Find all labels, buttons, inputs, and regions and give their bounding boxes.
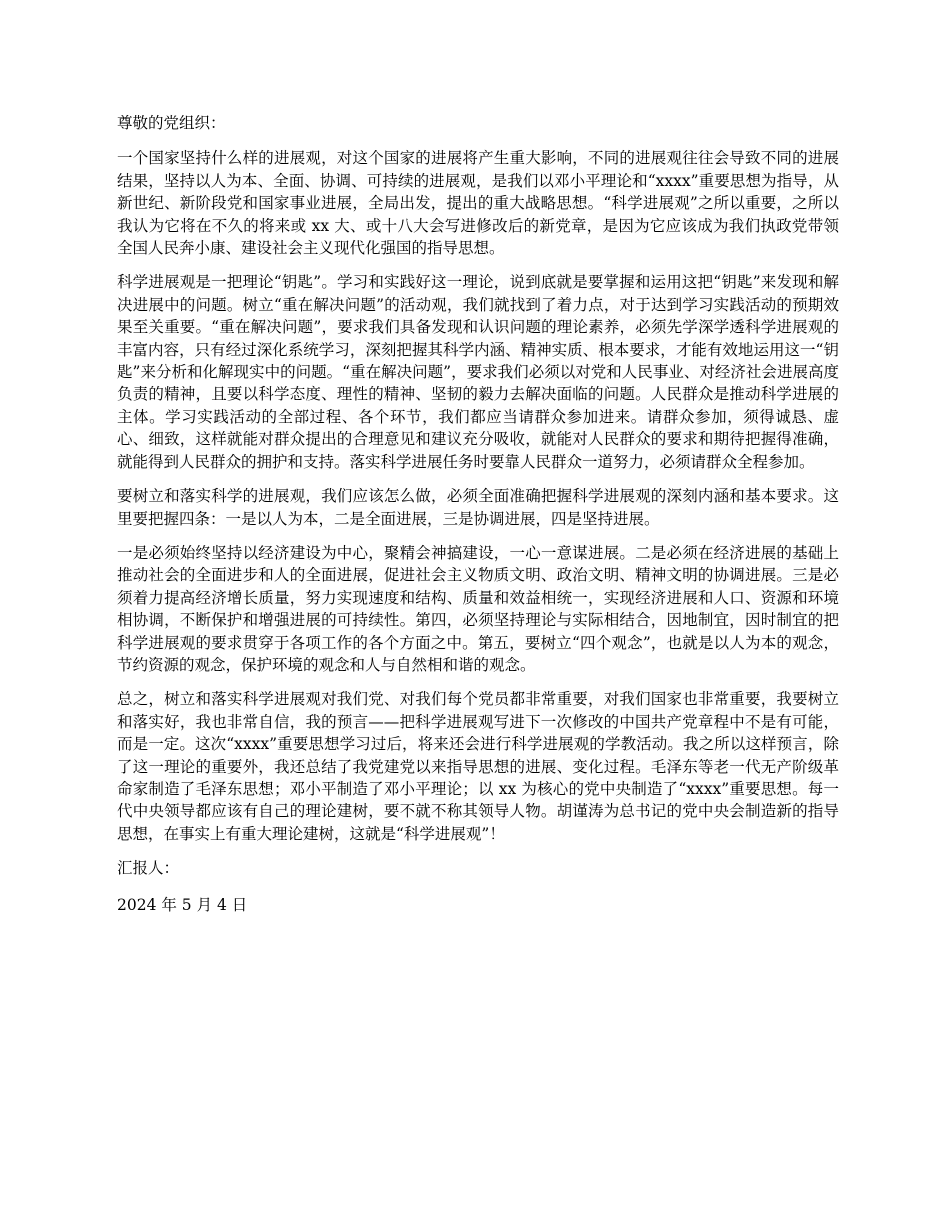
body-paragraph-2: 科学进展观是一把理论“钥匙”。学习和实践好这一理论，说到底就是要掌握和运用这把“钥匙”来发现和解决进展中的问题。树立“重在解决问题”的活动观，我们就找到了着力点，对于达到学习实践活动的预期效果至关重要。“重在解决问题”，要求我们具备发现和认识问题的理论素养，必须先学深学透科学进展观的丰富内容，只有经过深化系统学习，深刻把握其科学内涵、精神实质、根本要求，才能有效地运用这一“钥匙”来分析和化解现实中的问题。“重在解决问题”，要求我们必须以对党和人民事业、对经济社会进展高度负责的精神，且要以科学态度、理性的精神、坚韧的毅力去解决面临的问题。人民群众是推动科学进展的主体。学习实践活动的全部过程、各个环节，我们都应当请群众参加进来。请群众参加，须得诚恳、虚心、细致，这样就能对群众提出的合理意见和建议充分吸收，就能对人民群众的要求和期待把握得准确，就能得到人民群众的拥护和支持。落实科学进展任务时要靠人民群众一道努力，必须请群众全程参加。: [117, 273, 839, 471]
letter-date: 2024 年 5 月 4 日: [117, 895, 248, 914]
body-paragraph-5: 总之，树立和落实科学进展观对我们党、对我们每个党员都非常重要，对我们国家也非常重要，我要树立和落实好，我也非常自信，我的预言——把科学进展观写进下一次修改的中国共产党章程中不是有可能，而是一定。这次“xxxx”重要思想学习过后，将来还会进行科学进展观的学教活动。我之所以这样预言，除了这一理论的重要外，我还总结了我党建党以来指导思想的进展、变化过程。毛泽东等老一代无产阶级革命家制造了毛泽东思想；邓小平制造了邓小平理论；以 xx 为核心的党中央制造了“xxxx”重要思想。每一代中央领导都应该有自己的理论建树，要不就不称其领导人物。胡谨涛为总书记的党中央会制造新的指导思想，在事实上有重大理论建树，这就是“科学进展观”！: [117, 690, 839, 843]
signature-label: 汇报人：: [117, 859, 180, 878]
salutation: 尊敬的党组织：: [117, 114, 226, 132]
body-paragraph-4: 一是必须始终坚持以经济建设为中心，聚精会神搞建设，一心一意谋进展。二是必须在经济进展的基础上推动社会的全面进步和人的全面进展，促进社会主义物质文明、政治文明、精神文明的协调进展。三是必须着力提高经济增长质量，努力实现速度和结构、质量和效益相统一，实现经济进展和人口、资源和环境相协调，不断保护和增强进展的可持续性。第四，必须坚持理论与实际相结合，因地制宜，因时制宜的把科学进展观的要求贯穿于各项工作的各个方面之中。第五，要树立“四个观念”，也就是以人为本的观念，节约资源的观念，保护环境的观念和人与自然相和谐的观念。: [117, 543, 839, 674]
body-paragraph-1: 一个国家坚持什么样的进展观，对这个国家的进展将产生重大影响，不同的进展观往往会导致不同的进展结果，坚持以人为本、全面、协调、可持续的进展观，是我们以邓小平理论和“xxxx”重要思想为指导，从新世纪、新阶段党和国家事业进展，全局出发，提出的重大战略思想。“科学进展观”之所以重要，之所以我认为它将在不久的将来或 xx 大、或十八大会写进修改后的新党章，是因为它应该成为我们执政党带领全国人民奔小康、建设社会主义现代化强国的指导思想。: [117, 149, 839, 258]
body-paragraph-3: 要树立和落实科学的进展观，我们应该怎么做，必须全面准确把握科学进展观的深刻内涵和基本要求。这里要把握四条：一是以人为本，二是全面进展，三是协调进展，四是坚持进展。: [117, 487, 839, 528]
letter-document: [117, 112, 839, 928]
